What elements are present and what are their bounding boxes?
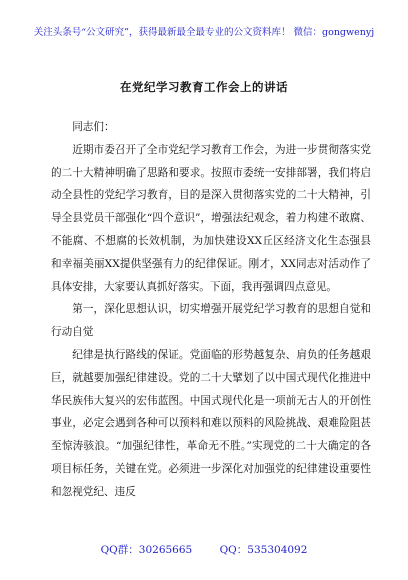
page-title: 在党纪学习教育工作会上的讲话 (120, 80, 288, 94)
body-paragraph: 近期市委召开了全市党纪学习教育工作会，为进一步贯彻落实党的二十大精神明确了思路和要求。按照市委统一安排部署，我们将启动全县性的党纪学习教育，目的是深入贯彻落实党的二十大精神，引导全县党员干部强化“四个意识”，增强法纪观念，着力构建不敢腐、不能腐、不想腐的长效机制，为加快建设XX丘区经济文化生态强县和幸福美丽XX提供坚强有力的纪律保证。刚才，XX同志对活动作了具体安排，大家要认真抓好落实。下面，我再强调四点意见。 (51, 143, 371, 293)
footer-qq-group: QQ群：30265665 (100, 544, 193, 556)
salutation: 同志们： (72, 121, 115, 133)
section-heading: 第一，深化思想认识，切实增强开展党纪学习教育的思想自觉和行动自觉 (51, 303, 371, 339)
footer-qq: QQ：535304092 (219, 544, 308, 556)
header-promo-note: 关注头条号“公文研究”，获得最新最全最专业的公文资料库！ 微信：gongwenyj (33, 27, 375, 38)
footer-contact (0, 542, 408, 557)
body-paragraph: 纪律是执行路线的保证。党面临的形势越复杂、肩负的任务越艰巨，就越要加强纪律建设。党的二十大擘划了以中国式现代化推进中华民族伟大复兴的宏伟蓝图。中国式现代化是一项前无古人的开创性事业，必定会遇到各种可以预料和难以预料的风险挑战、艰难险阻甚至惊涛骇浪。“加强纪律性，革命无不胜。”实现党的二十大确定的各项目标任务，关键在党。必须进一步深化对加强党的纪律建设重要性和忽视党纪、违反 (51, 348, 371, 498)
document-body (51, 116, 371, 504)
